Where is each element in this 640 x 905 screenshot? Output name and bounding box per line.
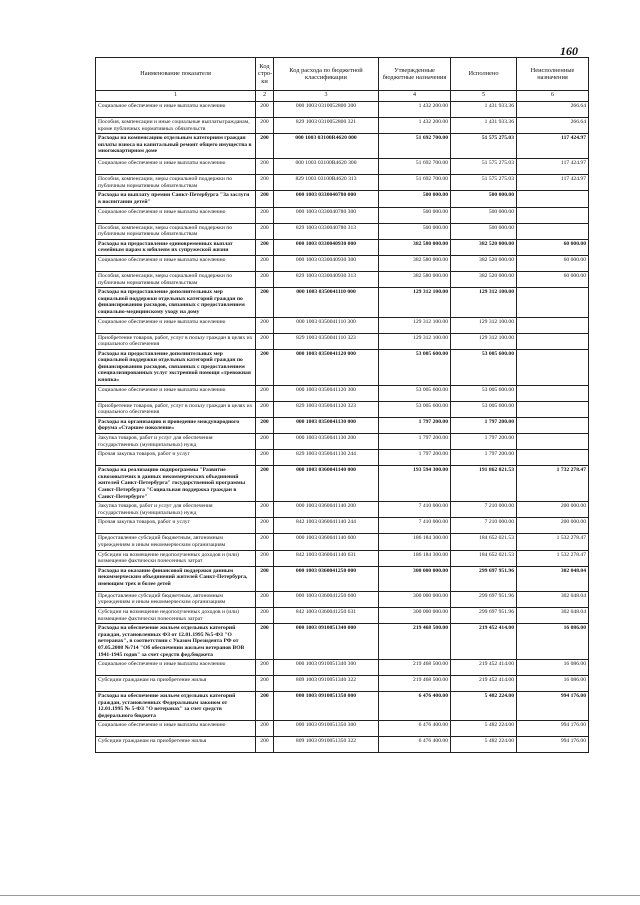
row-unexecuted-amount: 994 176.00 <box>517 737 589 753</box>
row-executed-amount: 184 652 021.53 <box>451 534 517 550</box>
row-budget-code: 000 1003 0350041130 000 <box>274 417 379 433</box>
row-unexecuted-amount <box>517 333 589 349</box>
row-executed-amount: 129 312 100.00 <box>451 333 517 349</box>
table-row <box>96 591 589 607</box>
row-indicator-name: Социальное обеспечение и иные выплаты населению <box>96 255 256 271</box>
row-approved-amount: 53 005 600.00 <box>379 401 451 417</box>
table-row <box>96 401 589 417</box>
row-unexecuted-amount: 200 000.00 <box>517 518 589 534</box>
row-approved-amount: 300 000 000.00 <box>379 591 451 607</box>
row-approved-amount: 300 000 000.00 <box>379 566 451 591</box>
row-indicator-name: Социальное обеспечение и иные выплаты населению <box>96 385 256 401</box>
row-indicator-name: Расходы на оказание финансовой поддержки данным некоммерческим объединений жителей Санкт-Петербурга, имеющим трех и более детей <box>96 566 256 591</box>
row-executed-amount: 7 210 000.00 <box>451 518 517 534</box>
row-line-code: 200 <box>256 134 274 159</box>
row-executed-amount: 382 520 000.00 <box>451 239 517 255</box>
row-approved-amount: 219 468 500.00 <box>379 676 451 692</box>
row-approved-amount: 6 476 400.00 <box>379 721 451 737</box>
table-row <box>96 349 589 385</box>
table-row <box>96 223 589 239</box>
row-executed-amount: 53 005 600.00 <box>451 385 517 401</box>
row-indicator-name: Субсидии гражданам на приобретение жилья <box>96 737 256 753</box>
row-unexecuted-amount: 302 048.04 <box>517 607 589 623</box>
column-number: 6 <box>517 91 589 102</box>
row-budget-code: 829 1003 03100R4620 313 <box>274 175 379 191</box>
row-indicator-name: Закупка товаров, работ и услуг для обеспечения государственных (муниципальных) нужд <box>96 434 256 450</box>
row-indicator-name: Закупка товаров, работ и услуг для обеспечения государственных (муниципальных) нужд <box>96 502 256 518</box>
row-executed-amount: 1 797 200.00 <box>451 450 517 466</box>
row-indicator-name: Субсидии на возмещение недополученных доходов и (или) возмещение фактически понесенных затрат <box>96 550 256 566</box>
table-row <box>96 434 589 450</box>
row-executed-amount: 299 697 951.96 <box>451 607 517 623</box>
row-budget-code: 000 1003 0330040780 000 <box>274 191 379 207</box>
row-budget-code: 000 1003 0350041120 300 <box>274 385 379 401</box>
budget-table-container <box>95 57 588 753</box>
row-approved-amount: 7 410 000.00 <box>379 518 451 534</box>
table-row <box>96 566 589 591</box>
row-line-code: 200 <box>256 566 274 591</box>
row-executed-amount: 51 575 275.03 <box>451 175 517 191</box>
row-line-code: 200 <box>256 466 274 502</box>
row-unexecuted-amount: 1 532 278.47 <box>517 550 589 566</box>
row-budget-code: 000 1003 0350041130 200 <box>274 434 379 450</box>
row-budget-code: 000 1003 0360041140 000 <box>274 466 379 502</box>
row-budget-code: 829 1003 0310052800 321 <box>274 118 379 134</box>
table-row <box>96 317 589 333</box>
row-approved-amount: 6 476 400.00 <box>379 692 451 721</box>
row-approved-amount: 1 432 200.00 <box>379 118 451 134</box>
table-row <box>96 550 589 566</box>
row-indicator-name: Расходы на реализацию подпрограммы "Развитие сквозовытечих в данных некоммерческих объединений жителей Санкт-Петербурга" государственной программы Санкт-Петербурга "Социальная поддержка граждан в Санкт-Петербурге" <box>96 466 256 502</box>
row-line-code: 200 <box>256 450 274 466</box>
row-executed-amount: 1 431 933.36 <box>451 118 517 134</box>
row-line-code: 200 <box>256 159 274 175</box>
row-approved-amount: 6 476 400.00 <box>379 737 451 753</box>
row-unexecuted-amount: 16 086.00 <box>517 676 589 692</box>
row-indicator-name: Пособия, компенсации, меры социальной поддержки по публичным нормативным обязательствам <box>96 271 256 287</box>
row-executed-amount: 191 862 021.53 <box>451 466 517 502</box>
row-budget-code: 000 1003 0360041250 000 <box>274 566 379 591</box>
row-budget-code: 000 1003 0350041110 000 <box>274 288 379 317</box>
table-header-row <box>96 58 589 91</box>
row-approved-amount: 1 432 200.00 <box>379 102 451 118</box>
row-unexecuted-amount: 1 732 278.47 <box>517 466 589 502</box>
row-approved-amount: 51 692 700.00 <box>379 134 451 159</box>
row-approved-amount: 500 000.00 <box>379 223 451 239</box>
row-approved-amount: 219 468 500.00 <box>379 660 451 676</box>
row-unexecuted-amount: 16 086.00 <box>517 624 589 660</box>
row-indicator-name: Прочая закупка товаров, работ и услуг <box>96 518 256 534</box>
table-row <box>96 333 589 349</box>
row-executed-amount: 51 575 275.03 <box>451 159 517 175</box>
row-budget-code: 000 1003 0910051340 000 <box>274 624 379 660</box>
row-unexecuted-amount: 60 000.00 <box>517 239 589 255</box>
row-indicator-name: Субсидии на возмещение недополученных доходов и (или) возмещение фактически понесенных затрат <box>96 607 256 623</box>
row-unexecuted-amount <box>517 385 589 401</box>
row-approved-amount: 382 580 000.00 <box>379 239 451 255</box>
row-indicator-name: Социальное обеспечение и иные выплаты населению <box>96 317 256 333</box>
table-row <box>96 239 589 255</box>
row-budget-code: 000 1003 0360041140 600 <box>274 534 379 550</box>
table-row <box>96 288 589 317</box>
row-indicator-name: Расходы на организацию и проведение международного форума «Старшее поколение» <box>96 417 256 433</box>
row-unexecuted-amount: 266.64 <box>517 118 589 134</box>
row-line-code: 200 <box>256 417 274 433</box>
row-line-code: 200 <box>256 534 274 550</box>
row-budget-code: 000 1003 0350041120 000 <box>274 349 379 385</box>
row-approved-amount: 51 692 700.00 <box>379 175 451 191</box>
row-unexecuted-amount: 60 000.00 <box>517 271 589 287</box>
row-budget-code: 829 1003 0330040780 313 <box>274 223 379 239</box>
row-budget-code: 000 1003 0360041250 600 <box>274 591 379 607</box>
row-line-code: 200 <box>256 660 274 676</box>
table-row <box>96 692 589 721</box>
row-indicator-name: Расходы на выплату премии Санкт-Петербурга "За заслуги в воспитании детей" <box>96 191 256 207</box>
row-indicator-name: Предоставление субсидий бюджетным, автономным учреждениям и иным некоммерческим организациям <box>96 534 256 550</box>
row-unexecuted-amount: 16 086.00 <box>517 660 589 676</box>
row-unexecuted-amount <box>517 434 589 450</box>
row-approved-amount: 382 580 000.00 <box>379 271 451 287</box>
row-line-code: 200 <box>256 223 274 239</box>
row-budget-code: 829 1003 0350041130 244 <box>274 450 379 466</box>
row-indicator-name: Пособия, компенсации, меры социальной поддержки по публичным нормативным обязательствам <box>96 223 256 239</box>
row-line-code: 200 <box>256 385 274 401</box>
row-unexecuted-amount: 994 176.00 <box>517 721 589 737</box>
row-unexecuted-amount <box>517 450 589 466</box>
row-indicator-name: Расходы на обеспечение жильем отдельных категорий граждан, установленных Федеральным законом от 12.01.1995 № 5-ФЗ "О ветеранах" за счет средств федерального бюджета <box>96 692 256 721</box>
row-unexecuted-amount <box>517 417 589 433</box>
column-number: 4 <box>379 91 451 102</box>
row-unexecuted-amount: 302 048.04 <box>517 591 589 607</box>
row-executed-amount: 299 697 951.96 <box>451 566 517 591</box>
row-executed-amount: 5 482 224.00 <box>451 721 517 737</box>
row-executed-amount: 219 452 414.00 <box>451 676 517 692</box>
row-unexecuted-amount: 1 532 278.47 <box>517 534 589 550</box>
table-row <box>96 624 589 660</box>
page-number: 160 <box>560 44 578 58</box>
table-row <box>96 191 589 207</box>
row-budget-code: 842 1003 0360041140 244 <box>274 518 379 534</box>
column-number-row <box>96 91 589 102</box>
header-executed: Исполнено <box>451 58 517 91</box>
table-row <box>96 134 589 159</box>
table-row <box>96 175 589 191</box>
row-unexecuted-amount <box>517 223 589 239</box>
header-budget-code: Код расхода по бюджетной классификации <box>274 58 379 91</box>
row-line-code: 200 <box>256 518 274 534</box>
row-budget-code: 000 1003 0910051340 300 <box>274 660 379 676</box>
row-executed-amount: 53 005 600.00 <box>451 401 517 417</box>
table-row <box>96 502 589 518</box>
row-approved-amount: 1 797 200.00 <box>379 417 451 433</box>
scan-edge-line <box>0 895 640 896</box>
row-unexecuted-amount: 117 424.97 <box>517 134 589 159</box>
table-body <box>96 102 589 753</box>
row-line-code: 200 <box>256 737 274 753</box>
row-budget-code: 000 1003 03100R4620 300 <box>274 159 379 175</box>
table-row <box>96 255 589 271</box>
row-indicator-name: Прочая закупка товаров, работ и услуг <box>96 450 256 466</box>
row-indicator-name: Расходы на предоставление дополнительных мер социальной поддержки отдельных категорий граждан по финансированию расходов, связанных с предоставлением специализированных услуг экстренной помощи «тревожная кнопка» <box>96 349 256 385</box>
row-executed-amount: 382 520 000.00 <box>451 255 517 271</box>
row-approved-amount: 186 184 300.00 <box>379 534 451 550</box>
row-unexecuted-amount: 60 000.00 <box>517 255 589 271</box>
row-unexecuted-amount: 266.64 <box>517 102 589 118</box>
row-indicator-name: Социальное обеспечение и иные выплаты населению <box>96 159 256 175</box>
row-unexecuted-amount <box>517 191 589 207</box>
table-row <box>96 159 589 175</box>
row-budget-code: 829 1003 0350041120 323 <box>274 401 379 417</box>
row-line-code: 200 <box>256 349 274 385</box>
row-unexecuted-amount <box>517 401 589 417</box>
row-budget-code: 842 1003 0360041250 631 <box>274 607 379 623</box>
row-line-code: 200 <box>256 434 274 450</box>
column-number: 5 <box>451 91 517 102</box>
table-row <box>96 417 589 433</box>
row-unexecuted-amount <box>517 349 589 385</box>
row-approved-amount: 53 005 600.00 <box>379 385 451 401</box>
row-budget-code: 000 1003 0330040930 300 <box>274 255 379 271</box>
row-indicator-name: Приобретение товаров, работ, услуг в пользу граждан в целях их социального обеспечения <box>96 333 256 349</box>
row-unexecuted-amount: 117 424.97 <box>517 159 589 175</box>
row-budget-code: 829 1003 0330040930 313 <box>274 271 379 287</box>
table-row <box>96 534 589 550</box>
row-budget-code: 829 1003 0350041110 323 <box>274 333 379 349</box>
row-line-code: 200 <box>256 624 274 660</box>
row-approved-amount: 129 312 100.00 <box>379 288 451 317</box>
row-indicator-name: Расходы на предоставление дополнительных мер социальной поддержки отдельных категорий граждан по финансированию расходов, связанных с предоставлением социально-медицинскому уходу на дому <box>96 288 256 317</box>
row-approved-amount: 193 594 300.00 <box>379 466 451 502</box>
row-executed-amount: 500 000.00 <box>451 207 517 223</box>
row-executed-amount: 51 575 275.03 <box>451 134 517 159</box>
row-budget-code: 809 1003 0910051350 322 <box>274 737 379 753</box>
row-indicator-name: Социальное обеспечение и иные выплаты населению <box>96 207 256 223</box>
row-line-code: 200 <box>256 239 274 255</box>
row-indicator-name: Предоставление субсидий бюджетным, автономным учреждениям и иным некоммерческим организациям <box>96 591 256 607</box>
row-approved-amount: 219 468 500.00 <box>379 624 451 660</box>
row-line-code: 200 <box>256 118 274 134</box>
header-line-code: Код стро-ки <box>256 58 274 91</box>
row-executed-amount: 5 482 224.00 <box>451 692 517 721</box>
header-indicator-name: Наименование показателя <box>96 58 256 91</box>
row-budget-code: 000 1003 0330040930 000 <box>274 239 379 255</box>
row-executed-amount: 382 520 000.00 <box>451 271 517 287</box>
table-row <box>96 271 589 287</box>
row-executed-amount: 219 452 414.00 <box>451 660 517 676</box>
table-row <box>96 450 589 466</box>
row-line-code: 200 <box>256 401 274 417</box>
row-indicator-name: Социальное обеспечение и иные выплаты населению <box>96 721 256 737</box>
row-budget-code: 809 1003 0910051340 322 <box>274 676 379 692</box>
row-executed-amount: 500 000.00 <box>451 223 517 239</box>
row-budget-code: 000 1003 0310052800 300 <box>274 102 379 118</box>
row-indicator-name: Приобретение товаров, работ, услуг в пользу граждан в целях их социального обеспечения <box>96 401 256 417</box>
table-row <box>96 721 589 737</box>
row-budget-code: 842 1003 0360041140 631 <box>274 550 379 566</box>
row-unexecuted-amount: 994 176.00 <box>517 692 589 721</box>
row-indicator-name: Расходы на предоставление единовременных выплат семейным парам к юбилеям их супружеской жизни <box>96 239 256 255</box>
row-executed-amount: 1 797 200.00 <box>451 434 517 450</box>
row-line-code: 200 <box>256 502 274 518</box>
row-executed-amount: 5 482 224.00 <box>451 737 517 753</box>
table-row <box>96 607 589 623</box>
row-unexecuted-amount <box>517 317 589 333</box>
row-approved-amount: 51 692 700.00 <box>379 159 451 175</box>
row-approved-amount: 500 000.00 <box>379 191 451 207</box>
row-budget-code: 000 1003 0910051350 000 <box>274 692 379 721</box>
row-budget-code: 000 1003 03100R4620 000 <box>274 134 379 159</box>
row-indicator-name: Социальное обеспечение и иные выплаты населению <box>96 102 256 118</box>
column-number: 2 <box>256 91 274 102</box>
row-executed-amount: 1 431 933.36 <box>451 102 517 118</box>
table-row <box>96 385 589 401</box>
row-line-code: 200 <box>256 317 274 333</box>
column-number: 3 <box>274 91 379 102</box>
row-approved-amount: 300 000 000.00 <box>379 607 451 623</box>
row-unexecuted-amount: 200 000.00 <box>517 502 589 518</box>
row-approved-amount: 53 005 600.00 <box>379 349 451 385</box>
row-line-code: 200 <box>256 676 274 692</box>
row-executed-amount: 1 797 200.00 <box>451 417 517 433</box>
row-line-code: 200 <box>256 721 274 737</box>
row-indicator-name: Пособия, компенсации, меры социальной поддержки по публичным нормативным обязательствам <box>96 175 256 191</box>
row-budget-code: 000 1003 0330040780 300 <box>274 207 379 223</box>
row-unexecuted-amount: 117 424.97 <box>517 175 589 191</box>
row-line-code: 200 <box>256 607 274 623</box>
row-unexecuted-amount: 302 048.04 <box>517 566 589 591</box>
row-approved-amount: 1 797 200.00 <box>379 450 451 466</box>
column-number: 1 <box>96 91 256 102</box>
table-row <box>96 118 589 134</box>
table-row <box>96 207 589 223</box>
row-line-code: 200 <box>256 191 274 207</box>
table-row <box>96 660 589 676</box>
row-unexecuted-amount <box>517 207 589 223</box>
row-executed-amount: 129 312 100.00 <box>451 288 517 317</box>
row-executed-amount: 129 312 100.00 <box>451 317 517 333</box>
row-executed-amount: 184 652 021.53 <box>451 550 517 566</box>
row-indicator-name: Социальное обеспечение и иные выплаты населению <box>96 660 256 676</box>
row-budget-code: 000 1003 0360041140 200 <box>274 502 379 518</box>
row-line-code: 200 <box>256 692 274 721</box>
row-line-code: 200 <box>256 207 274 223</box>
table-row <box>96 466 589 502</box>
table-row <box>96 518 589 534</box>
row-line-code: 200 <box>256 333 274 349</box>
row-line-code: 200 <box>256 255 274 271</box>
row-line-code: 200 <box>256 591 274 607</box>
row-approved-amount: 382 580 000.00 <box>379 255 451 271</box>
header-approved: Утвержденные бюджетные назначения <box>379 58 451 91</box>
row-approved-amount: 129 312 100.00 <box>379 317 451 333</box>
row-line-code: 200 <box>256 550 274 566</box>
row-indicator-name: Пособия, компенсации и иные социальные выплатыгражданам, кроме публичных нормативных обязательств <box>96 118 256 134</box>
row-indicator-name: Субсидии гражданам на приобретение жилья <box>96 676 256 692</box>
table-row <box>96 102 589 118</box>
table-row <box>96 676 589 692</box>
row-approved-amount: 186 184 300.00 <box>379 550 451 566</box>
row-budget-code: 000 1003 0910051350 300 <box>274 721 379 737</box>
row-approved-amount: 129 312 100.00 <box>379 333 451 349</box>
header-unexecuted: Неисполненные назначения <box>517 58 589 91</box>
row-executed-amount: 7 210 000.00 <box>451 502 517 518</box>
row-budget-code: 000 1003 0350041110 300 <box>274 317 379 333</box>
row-executed-amount: 219 452 414.00 <box>451 624 517 660</box>
row-unexecuted-amount <box>517 288 589 317</box>
row-line-code: 200 <box>256 288 274 317</box>
row-indicator-name: Расходы на обеспечение жильем отдельных категорий граждан, установленных ФЗ от 12.01.1995 №5-ФЗ "О ветеранах", в соответствии с Указом Президента РФ от 07.05.2008 №714 "Об обеспечении жильем ветеранов ВОВ 1941-1945 годов" за счет средств фед.бюджета <box>96 624 256 660</box>
row-executed-amount: 53 005 600.00 <box>451 349 517 385</box>
row-executed-amount: 299 697 951.96 <box>451 591 517 607</box>
row-approved-amount: 500 000.00 <box>379 207 451 223</box>
row-executed-amount: 500 000.00 <box>451 191 517 207</box>
budget-execution-table <box>95 57 589 753</box>
row-approved-amount: 7 410 000.00 <box>379 502 451 518</box>
row-line-code: 200 <box>256 175 274 191</box>
table-row <box>96 737 589 753</box>
row-line-code: 200 <box>256 102 274 118</box>
row-approved-amount: 1 797 200.00 <box>379 434 451 450</box>
row-indicator-name: Расходы на компенсацию отдельным категориям граждан оплаты взноса на капитальный ремонт общего имущества в многоквартирном доме <box>96 134 256 159</box>
row-line-code: 200 <box>256 271 274 287</box>
